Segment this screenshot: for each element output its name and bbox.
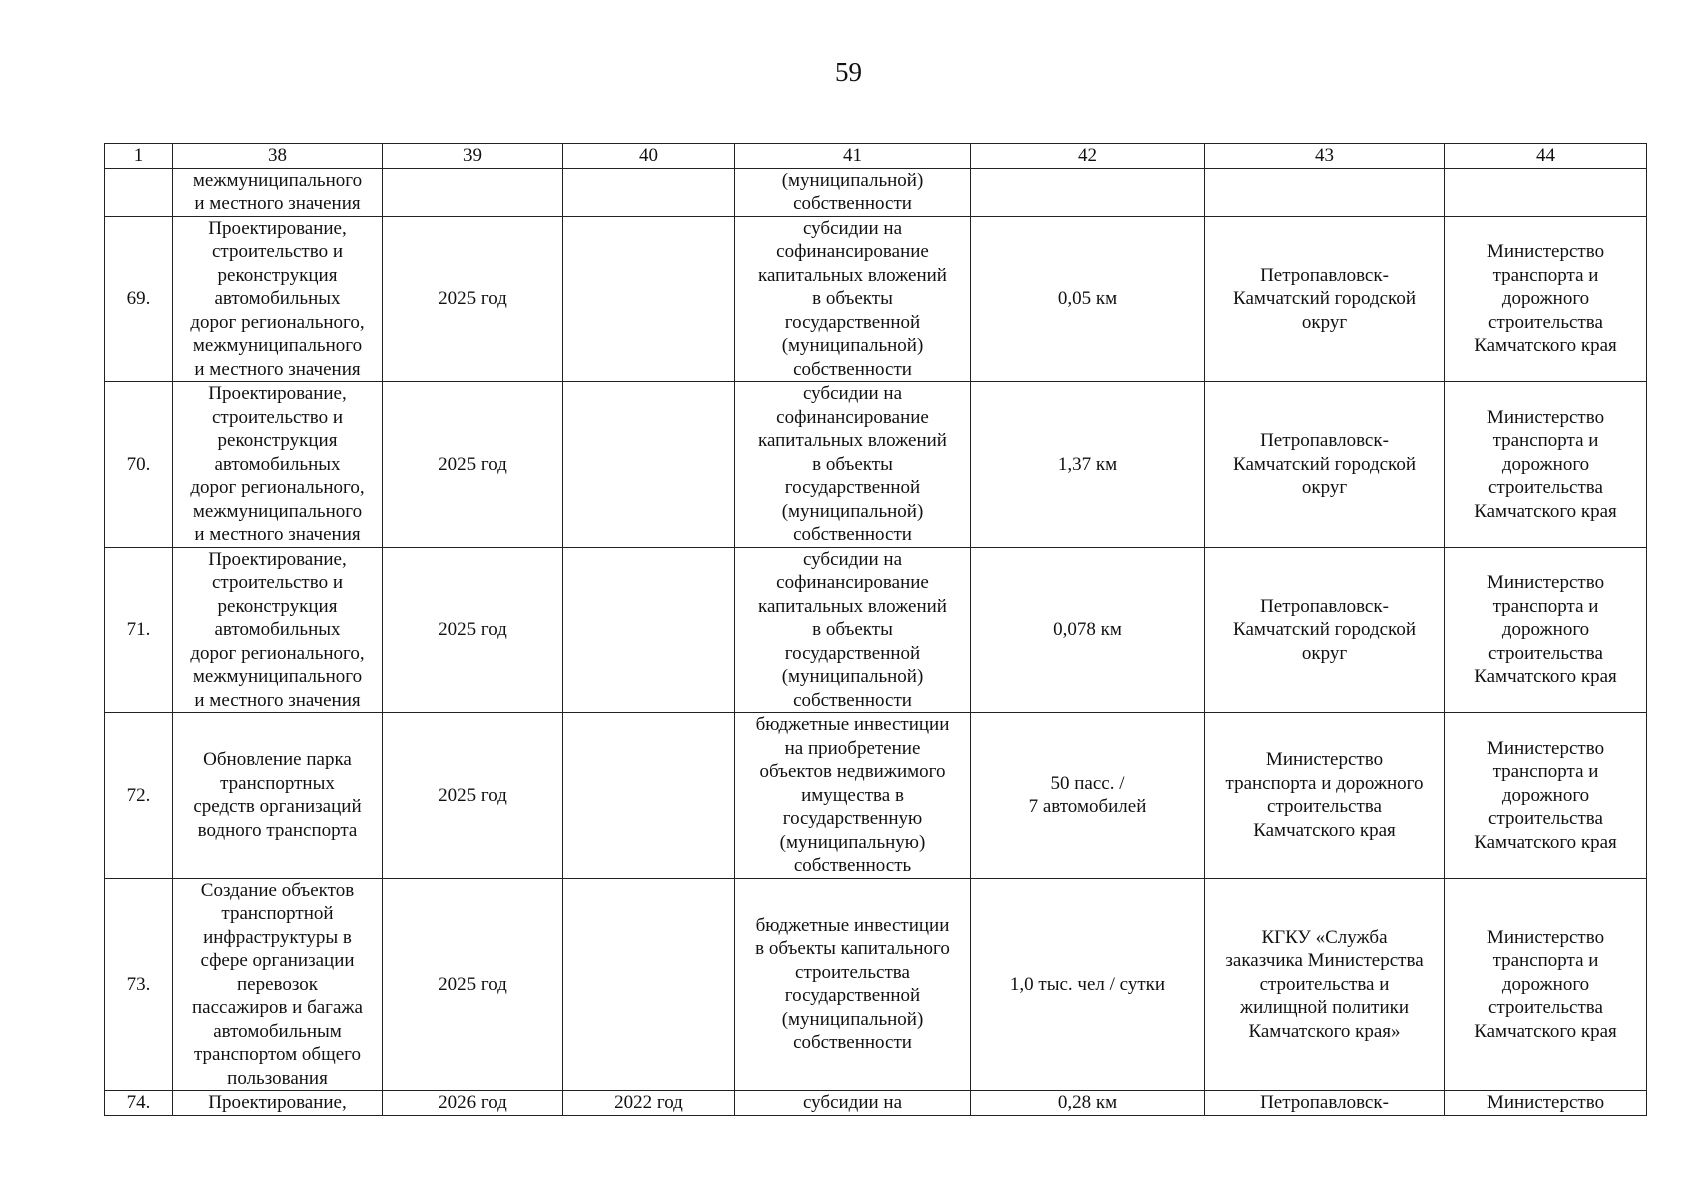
row-number-cell [105,168,173,216]
col40-cell [563,878,735,1091]
recipient-cell: Министерство транспорта и дорожного строительства Камчатского края [1205,713,1445,879]
table-row [105,878,1647,1091]
capacity-cell [971,168,1205,216]
object-name-cell: Проектирование, строительство и реконструкция автомобильных дорог регионального, межмуниципального и местного значения [173,547,383,713]
year-cell: 2026 год [383,1091,563,1116]
year-cell: 2025 год [383,713,563,879]
table-row [105,168,1647,216]
recipient-cell: Петропавловск- Камчатский городской округ [1205,216,1445,382]
investment-type-cell: бюджетные инвестиции в объекты капитального строительства государственной (муниципальной) собственности [735,878,971,1091]
column-number-row [105,144,1647,169]
table-row [105,713,1647,879]
investment-type-cell: субсидии на софинансирование капитальных вложений в объекты государственной (муниципальной) собственности [735,547,971,713]
year-cell: 2025 год [383,216,563,382]
investment-type-cell: бюджетные инвестиции на приобретение объектов недвижимого имущества в государственную (муниципальную) собственность [735,713,971,879]
column-number: 39 [383,144,563,169]
responsible-cell: Министерство транспорта и дорожного строительства Камчатского края [1445,713,1647,879]
data-table [104,143,1647,1116]
object-name-cell: Создание объектов транспортной инфраструктуры в сфере организации перевозок пассажиров и багажа автомобильным транспортом общего пользования [173,878,383,1091]
col40-cell [563,547,735,713]
investment-type-cell: субсидии на софинансирование капитальных вложений в объекты государственной (муниципальной) собственности [735,382,971,548]
row-number-cell: 74. [105,1091,173,1116]
col40-cell [563,713,735,879]
year-cell: 2025 год [383,878,563,1091]
responsible-cell: Министерство транспорта и дорожного строительства Камчатского края [1445,382,1647,548]
col40-cell: 2022 год [563,1091,735,1116]
object-name-cell: Обновление парка транспортных средств организаций водного транспорта [173,713,383,879]
row-number-cell: 73. [105,878,173,1091]
capacity-cell: 50 пасс. / 7 автомобилей [971,713,1205,879]
recipient-cell [1205,168,1445,216]
responsible-cell: Министерство транспорта и дорожного строительства Камчатского края [1445,878,1647,1091]
column-number: 44 [1445,144,1647,169]
investment-type-cell: субсидии на софинансирование капитальных вложений в объекты государственной (муниципальной) собственности [735,216,971,382]
table-row [105,382,1647,548]
recipient-cell: КГКУ «Служба заказчика Министерства строительства и жилищной политики Камчатского края» [1205,878,1445,1091]
responsible-cell: Министерство транспорта и дорожного строительства Камчатского края [1445,216,1647,382]
column-number: 40 [563,144,735,169]
col40-cell [563,382,735,548]
column-number: 38 [173,144,383,169]
recipient-cell: Петропавловск- Камчатский городской округ [1205,382,1445,548]
column-number: 42 [971,144,1205,169]
col40-cell [563,168,735,216]
capacity-cell: 0,05 км [971,216,1205,382]
col40-cell [563,216,735,382]
capacity-cell: 1,0 тыс. чел / сутки [971,878,1205,1091]
responsible-cell [1445,168,1647,216]
object-name-cell: Проектирование, [173,1091,383,1116]
column-number: 1 [105,144,173,169]
object-name-cell: межмуниципального и местного значения [173,168,383,216]
year-cell: 2025 год [383,547,563,713]
row-number-cell: 69. [105,216,173,382]
investment-type-cell: субсидии на [735,1091,971,1116]
row-number-cell: 70. [105,382,173,548]
recipient-cell: Петропавловск- [1205,1091,1445,1116]
capacity-cell: 1,37 км [971,382,1205,548]
year-cell [383,168,563,216]
capacity-cell: 0,078 км [971,547,1205,713]
object-name-cell: Проектирование, строительство и реконструкция автомобильных дорог регионального, межмуниципального и местного значения [173,216,383,382]
table-row [105,547,1647,713]
capacity-cell: 0,28 км [971,1091,1205,1116]
column-number: 41 [735,144,971,169]
page-number: 59 [835,57,862,87]
row-number-cell: 72. [105,713,173,879]
column-number: 43 [1205,144,1445,169]
row-number-cell: 71. [105,547,173,713]
responsible-cell: Министерство транспорта и дорожного строительства Камчатского края [1445,547,1647,713]
table-row [105,216,1647,382]
object-name-cell: Проектирование, строительство и реконструкция автомобильных дорог регионального, межмуниципального и местного значения [173,382,383,548]
recipient-cell: Петропавловск- Камчатский городской округ [1205,547,1445,713]
year-cell: 2025 год [383,382,563,548]
responsible-cell: Министерство [1445,1091,1647,1116]
investment-type-cell: (муниципальной) собственности [735,168,971,216]
table-row [105,1091,1647,1116]
